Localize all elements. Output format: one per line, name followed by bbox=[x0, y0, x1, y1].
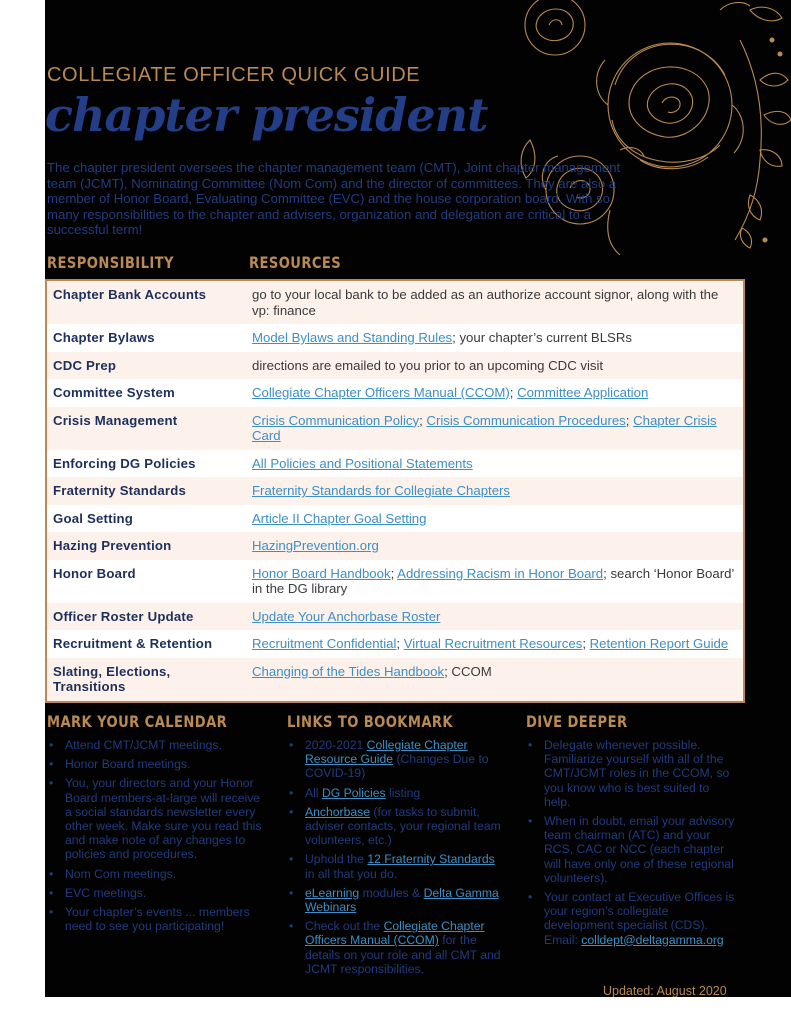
table-row bbox=[46, 532, 744, 560]
list-item-text: Your contact at Executive Offices is your region’s collegiate development specialist (CDS). Email: bbox=[544, 890, 735, 947]
resources-cell bbox=[246, 505, 744, 533]
list-item bbox=[47, 886, 269, 900]
resources-cell bbox=[246, 407, 744, 450]
list-item-text: Delegate whenever possible. Familiarize yourself with all of the CMT/JCMT roles in the CCOM, so you know who is best suited to help. bbox=[544, 738, 730, 809]
intro-paragraph: The chapter president oversees the chapter management team (CMT), Joint chapter management team (JCMT), Nominating Committee (Nom Com) and the director of committees. They are also a member of Honor Board, Evaluating Committee (EVC) and the house corporation board. With so many responsibilities to the chapter and advisers, organization and delegation are critical to a successful term! bbox=[47, 160, 621, 237]
responsibility-cell: Enforcing DG Policies bbox=[53, 455, 196, 471]
resource-text: ; bbox=[582, 636, 590, 651]
responsibility-cell: Fraternity Standards bbox=[53, 483, 186, 498]
list-item-text: listing bbox=[385, 785, 421, 800]
list-item bbox=[287, 886, 501, 914]
list-item-text: Honor Board meetings. bbox=[65, 757, 191, 772]
responsibility-column-header: RESPONSIBILITY bbox=[47, 253, 174, 272]
resource-link[interactable]: Changing of the Tides Handbook bbox=[252, 663, 445, 679]
bookmark-link[interactable]: 12 Fraternity Standards bbox=[367, 852, 495, 867]
list-item bbox=[47, 867, 269, 881]
list-item bbox=[526, 890, 736, 947]
table-row bbox=[46, 407, 744, 450]
table-row bbox=[46, 477, 744, 505]
list-item bbox=[47, 738, 269, 752]
list-item bbox=[287, 805, 501, 848]
list-item-text: All bbox=[305, 785, 322, 800]
resource-link[interactable]: Crisis Communication Policy bbox=[252, 412, 420, 428]
bookmark-link[interactable]: Anchorbase bbox=[305, 804, 371, 819]
resource-link[interactable]: Collegiate Chapter Officers Manual (CCOM) bbox=[252, 385, 510, 400]
list-item-text: When in doubt, email your advisory team chairman (ATC) and your RCS, CAC or NCC (each chapter will have only one of these regional volunteers). bbox=[544, 814, 735, 885]
responsibility-cell: Honor Board bbox=[53, 565, 136, 581]
resource-text: ; bbox=[390, 565, 398, 581]
list-item-text: Uphold the bbox=[305, 852, 368, 867]
list-item-text: modules & bbox=[359, 885, 424, 900]
table-row bbox=[46, 560, 744, 603]
resources-cell bbox=[246, 658, 744, 702]
resources-cell bbox=[246, 450, 744, 478]
resources-cell bbox=[246, 280, 744, 324]
resources-cell bbox=[246, 477, 744, 505]
updated-date: Updated: August 2020 bbox=[603, 984, 727, 997]
bookmark-link[interactable]: Collegiate Chapter Resource Guide bbox=[305, 738, 468, 767]
responsibility-table bbox=[45, 279, 745, 703]
list-item bbox=[526, 814, 736, 885]
resource-text: directions are emailed to you prior to an upcoming CDC visit bbox=[252, 357, 604, 373]
list-item-text: (Changes Due to COVID-19) bbox=[305, 752, 489, 781]
list-item bbox=[526, 738, 736, 809]
list-item bbox=[47, 757, 269, 771]
list-item bbox=[47, 905, 269, 933]
resources-cell bbox=[246, 324, 744, 352]
resources-cell bbox=[246, 630, 744, 658]
table-row bbox=[46, 280, 744, 324]
bookmark-link[interactable]: colldept@deltagamma.org bbox=[581, 932, 724, 947]
resource-text: ; bbox=[396, 636, 404, 651]
table-row bbox=[46, 324, 744, 352]
resources-cell bbox=[246, 560, 744, 603]
list-item-text: 2020-2021 bbox=[305, 738, 367, 752]
table-row bbox=[46, 658, 744, 702]
resource-link[interactable]: Virtual Recruitment Resources bbox=[403, 636, 583, 651]
resource-link[interactable]: Recruitment Confidential bbox=[252, 636, 397, 651]
list-item-text: Attend CMT/JCMT meetings. bbox=[65, 738, 222, 752]
table-row bbox=[46, 630, 744, 658]
list-item-text: Your chapter’s events ... members need to see you participating! bbox=[65, 905, 250, 934]
resource-text: ; bbox=[419, 412, 427, 428]
responsibility-cell: Chapter Bank Accounts bbox=[53, 287, 207, 302]
resource-link[interactable]: HazingPrevention.org bbox=[252, 538, 379, 553]
resource-text: go to your local bank to be added as an authorize account signor, along with the vp: finance bbox=[252, 287, 719, 318]
table-row bbox=[46, 505, 744, 533]
list-item-text: in all that you do. bbox=[305, 866, 398, 881]
resource-link[interactable]: Committee Application bbox=[517, 385, 649, 400]
table-row bbox=[46, 603, 744, 631]
list-item bbox=[287, 738, 501, 781]
guide-kicker: COLLEGIATE OFFICER QUICK GUIDE bbox=[47, 64, 421, 86]
calendar-list bbox=[47, 738, 269, 938]
resource-link[interactable]: Fraternity Standards for Collegiate Chapters bbox=[252, 483, 511, 498]
links-heading: LINKS TO BOOKMARK bbox=[287, 712, 453, 731]
resource-text: ; your chapter’s current BLSRs bbox=[452, 330, 632, 345]
responsibility-cell: Recruitment & Retention bbox=[53, 636, 213, 651]
list-item bbox=[287, 786, 501, 800]
resource-link[interactable]: All Policies and Positional Statements bbox=[252, 455, 473, 471]
list-item bbox=[287, 852, 501, 880]
resource-link[interactable]: Model Bylaws and Standing Rules bbox=[252, 330, 453, 345]
responsibility-cell: Crisis Management bbox=[53, 412, 178, 428]
responsibility-cell: Slating, Elections, Transitions bbox=[53, 663, 171, 694]
bookmark-link[interactable]: eLearning bbox=[305, 885, 360, 900]
list-item bbox=[47, 776, 269, 861]
table-row bbox=[46, 450, 744, 478]
responsibility-cell: Hazing Prevention bbox=[53, 538, 172, 553]
dive-deeper-list bbox=[526, 738, 736, 952]
list-item-text: (for tasks to submit, adviser contacts, your regional team volunteers, etc.) bbox=[305, 804, 501, 848]
resource-link[interactable]: Crisis Communication Procedures bbox=[426, 412, 626, 428]
links-list bbox=[287, 738, 501, 981]
dive-deeper-heading: DIVE DEEPER bbox=[526, 712, 628, 731]
bookmark-link[interactable]: Collegiate Chapter Officers Manual (CCOM) bbox=[305, 919, 485, 948]
list-item-text: for the details on your role and all CMT and JCMT responsibilities. bbox=[305, 933, 501, 976]
resource-link[interactable]: Retention Report Guide bbox=[589, 636, 729, 651]
resources-cell bbox=[246, 379, 744, 407]
resource-link[interactable]: Honor Board Handbook bbox=[252, 565, 391, 581]
bookmark-link[interactable]: Delta Gamma Webinars bbox=[305, 885, 499, 915]
list-item-text: Check out the bbox=[305, 919, 384, 934]
calendar-heading: MARK YOUR CALENDAR bbox=[47, 712, 228, 731]
table-row bbox=[46, 352, 744, 380]
resource-text: ; bbox=[625, 412, 634, 428]
resource-text: ; search ‘Honor Board’ in the DG library bbox=[252, 565, 734, 596]
bookmark-link[interactable]: DG Policies bbox=[321, 785, 386, 800]
resource-link[interactable]: Article II Chapter Goal Setting bbox=[252, 510, 427, 526]
resource-text: ; bbox=[509, 385, 518, 400]
responsibility-cell: Officer Roster Update bbox=[53, 608, 194, 624]
list-item-text: Nom Com meetings. bbox=[65, 866, 177, 881]
responsibility-cell: Goal Setting bbox=[53, 510, 134, 526]
responsibility-cell: Committee System bbox=[53, 385, 175, 400]
table-row bbox=[46, 379, 744, 407]
resource-text: ; CCOM bbox=[444, 663, 492, 679]
resources-cell bbox=[246, 603, 744, 631]
list-item bbox=[287, 919, 501, 976]
page-title: chapter president bbox=[45, 88, 488, 142]
resources-cell bbox=[246, 532, 744, 560]
responsibility-cell: Chapter Bylaws bbox=[53, 330, 155, 345]
resource-link[interactable]: Update Your Anchorbase Roster bbox=[252, 608, 441, 624]
page-sheet bbox=[45, 0, 791, 997]
resources-column-header: RESOURCES bbox=[249, 253, 342, 272]
responsibility-cell: CDC Prep bbox=[53, 357, 117, 373]
resources-cell bbox=[246, 352, 744, 380]
list-item-text: EVC meetings. bbox=[65, 885, 147, 900]
resource-link[interactable]: Chapter Crisis Card bbox=[252, 412, 717, 443]
resource-link[interactable]: Addressing Racism in Honor Board bbox=[397, 565, 604, 581]
list-item-text: You, your directors and your Honor Board members-at-large will receive a social standards newsletter every other week. Make sure you read this and make note of any changes to policies and procedures. bbox=[65, 776, 262, 862]
